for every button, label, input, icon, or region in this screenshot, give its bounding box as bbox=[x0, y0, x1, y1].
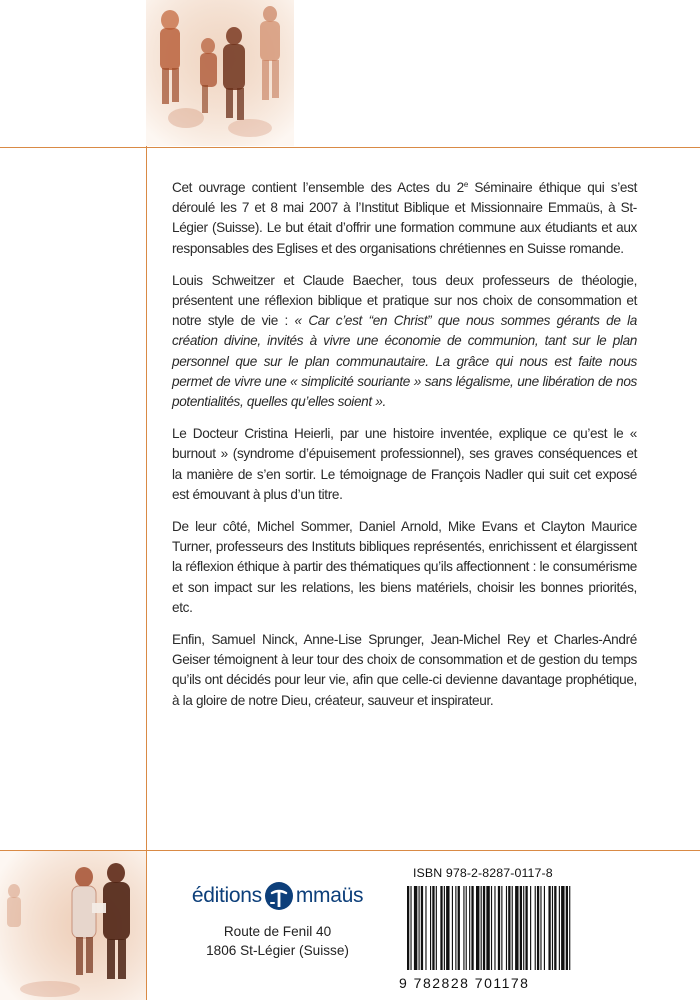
isbn-digits: 9 782828 701178 bbox=[399, 975, 530, 991]
publisher-block bbox=[175, 880, 380, 960]
top-crowd-photo bbox=[146, 0, 294, 146]
paragraph-3: Le Docteur Cristina Heierli, par une histoire inventée, explique ce qu’est le « burnout » (syndrome d’épuisement professionnel), ses graves conséquences et la manière de s’en sortir. Le témoignage de François Nadler qui suit cet exposé est émouvant à plus d’un titre. bbox=[172, 426, 637, 502]
isbn-block bbox=[395, 866, 645, 991]
paragraph-1: Cet ouvrage contient l’ensemble des Actes du 2e Séminaire éthique qui s’est déroulé les 7 et 8 mai 2007 à l’Institut Biblique et Missionnaire Emmaüs, à St-Légier (Suisse). Le but était d’offrir une formation commune aux étudiants et aux responsables des Eglises et des organisations chrétiennes en Suisse romande. bbox=[172, 180, 637, 256]
publisher-address bbox=[175, 922, 380, 960]
paragraph-2: Louis Schweitzer et Claude Baecher, tous deux professeurs de théologie, présentent une réflexion biblique et pratique sur nos choix de consommation et notre style de vie : « Car c’est “en Christ” que nous sommes gérants de la création divine, invités à vivre une économie de communion, tant sur le plan personnel que sur le plan communautaire. La grâce qui nous est faite nous permet de vivre une « simplicité souriante » sans légalisme, une libération de nos potentialités, quelles qu’elles soient ». bbox=[172, 272, 637, 410]
address-line-1: Route de Fenil 40 bbox=[223, 924, 332, 939]
address-line-2: 1806 St-Légier (Suisse) bbox=[206, 943, 349, 958]
left-margin-rule bbox=[146, 0, 147, 1000]
quote-italic: « Car c’est “en Christ” que nous sommes gérants de la création divine, invités à vivre une économie de communion, tant sur le plan personnel que sur le plan communautaire. La grâce qui nous est faite nous permet de vivre une « simplicité souriante » sans légalisme, une libération de nos potentialités, quelles qu’elles soient ». bbox=[172, 313, 637, 410]
bottom-people-photo bbox=[0, 851, 146, 1000]
paragraph-4: De leur côté, Michel Sommer, Daniel Arnold, Mike Evans et Clayton Maurice Turner, professeurs des Instituts bibliques représentés, enrichissent et élargissent la réflexion éthique à partir des thématiques qu’ils affectionnent : le consumérisme et son impact sur les relations, les biens matériels, choisir les bonnes priorités, etc. bbox=[172, 519, 637, 615]
barcode-graphic bbox=[405, 886, 645, 977]
top-divider-rule bbox=[0, 147, 700, 148]
isbn-label: ISBN 978-2-8287-0117-8 bbox=[413, 866, 553, 880]
back-cover-text bbox=[172, 178, 637, 711]
cross-emblem-icon bbox=[263, 880, 295, 912]
publisher-logo: éditions mmaüs bbox=[175, 880, 380, 912]
paragraph-5: Enfin, Samuel Ninck, Anne-Lise Sprunger, Jean-Michel Rey et Charles-André Geiser témoignent à leur tour des choix de consommation et de gestion du temps qu’ils ont décidés pour leur vie, afin que celle-ci devienne davantage prophétique, à la gloire de notre Dieu, créateur, sauveur et inspirateur. bbox=[172, 632, 637, 708]
